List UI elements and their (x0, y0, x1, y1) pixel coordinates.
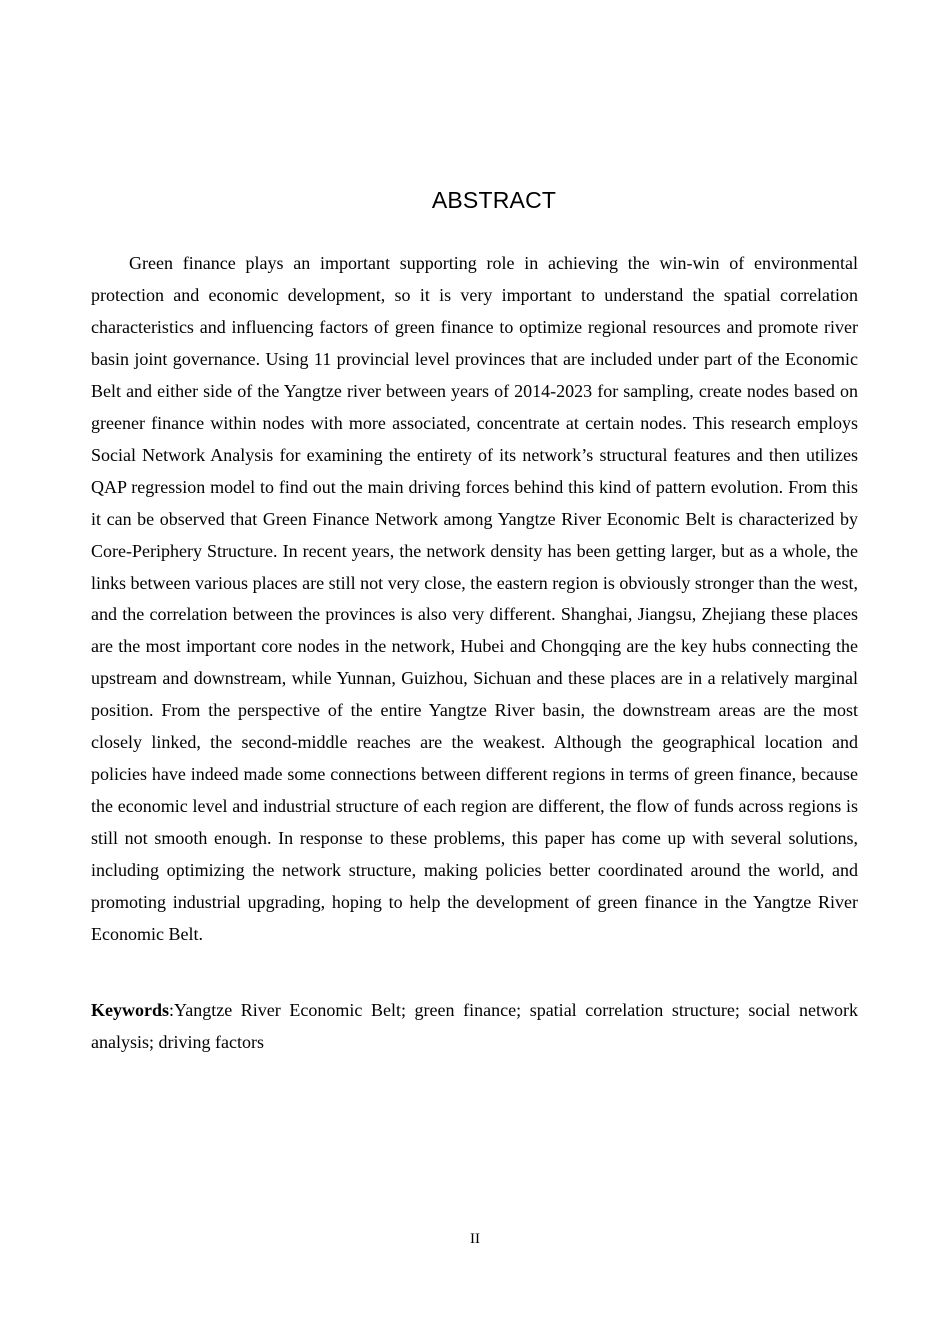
abstract-title: ABSTRACT (431, 187, 557, 213)
keywords-list: Yangtze River Economic Belt; green finance; spatial correlation structure; social network analysis; driving factors (91, 1000, 858, 1052)
keywords-paragraph (91, 994, 858, 1058)
keywords-label: Keywords (91, 1000, 169, 1020)
abstract-paragraph: Green finance plays an important supporting role in achieving the win-win of environmental protection and economic development, so it is very important to understand the spatial correlation characteristics and influencing factors of green finance to optimize regional resources and promote river basin joint governance. Using 11 provincial level provinces that are included under part of the Economic Belt and either side of the Yangtze river between years of 2014-2023 for sampling, create nodes based on greener finance within nodes with more associated, concentrate at certain nodes. This research employs Social Network Analysis for examining the entirety of its network’s structural features and then utilizes QAP regression model to find out the main driving forces behind this kind of pattern evolution. From this it can be observed that Green Finance Network among Yangtze River Economic Belt is characterized by Core-Periphery Structure. In recent years, the network density has been getting larger, but as a whole, the links between various places are still not very close, the eastern region is obviously stronger than the west, and the correlation between the provinces is also very different. Shanghai, Jiangsu, Zhejiang these places are the most important core nodes in the network, Hubei and Chongqing are the key hubs connecting the upstream and downstream, while Yunnan, Guizhou, Sichuan and these places are in a relatively marginal position. From the perspective of the entire Yangtze River basin, the downstream areas are the most closely linked, the second-middle reaches are the weakest. Although the geographical location and policies have indeed made some connections between different regions in terms of green finance, because the economic level and industrial structure of each region are different, the flow of funds across regions is still not smooth enough. In response to these problems, this paper has come up with several solutions, including optimizing the network structure, making policies better coordinated around the world, and promoting industrial upgrading, hoping to help the development of green finance in the Yangtze River Economic Belt. (91, 253, 858, 945)
page-number: II (470, 1231, 480, 1247)
keywords-separator: : (169, 1000, 175, 1020)
